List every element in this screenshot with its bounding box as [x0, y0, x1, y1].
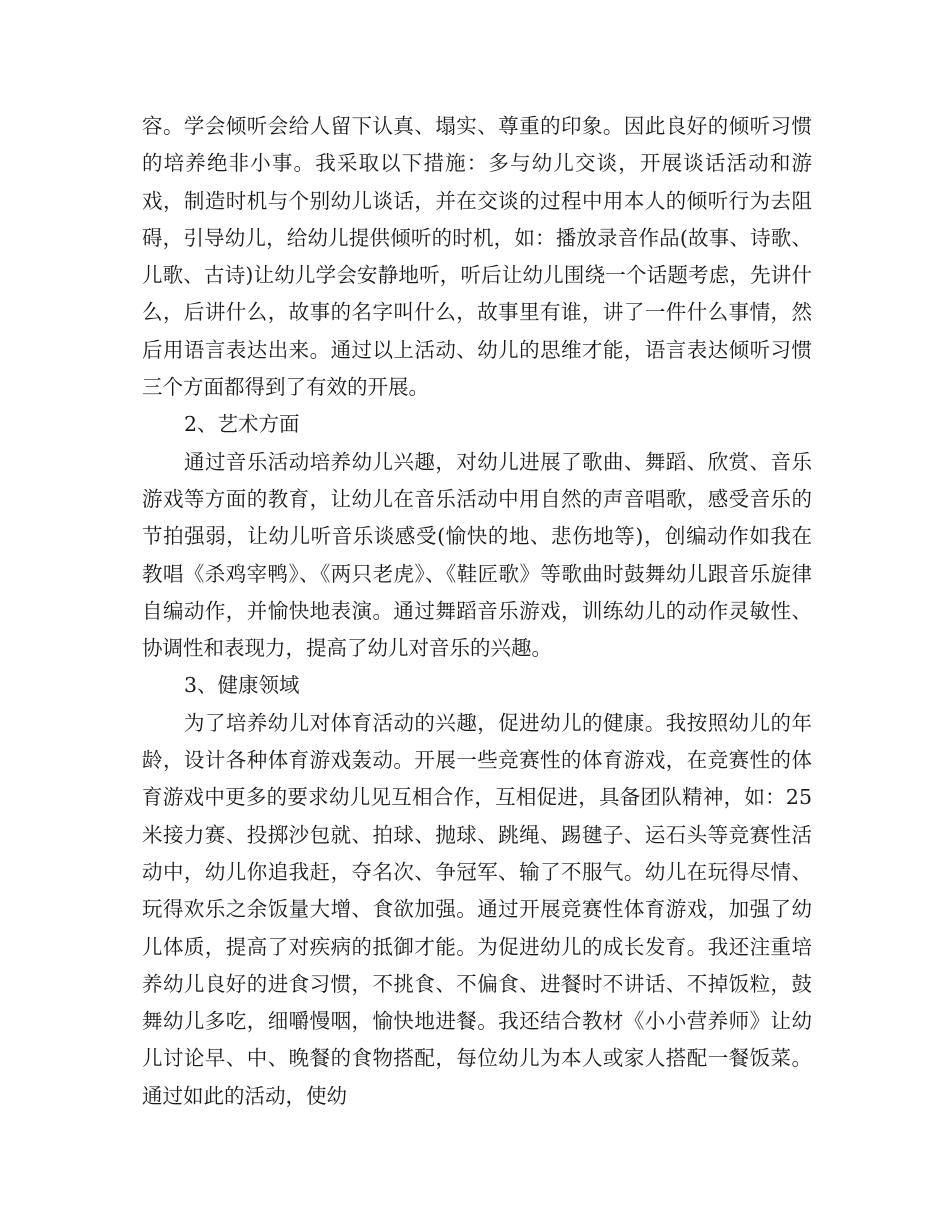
- section-heading-art: 2、艺术方面: [184, 412, 300, 437]
- document-body: [142, 108, 812, 1115]
- paragraph-health: 为了培养幼儿对体育活动的兴趣，促进幼儿的健康。我按照幼儿的年龄，设计各种体育游戏轰动。开展一些竞赛性的体育游戏，在竞赛性的体育游戏中更多的要求幼儿见互相合作，互相促进，具备团队精神，如：25米接力赛、投掷沙包就、拍球、抛球、跳绳、踢毽子、运石头等竞赛性活动中，幼儿你追我赶，夺名次、争冠军、输了不服气。幼儿在玩得尽情、玩得欢乐之余饭量大增、食欲加强。通过开展竞赛性体育游戏，加强了幼儿体质，提高了对疾病的抵御才能。为促进幼儿的成长发育。我还注重培养幼儿良好的进食习惯，不挑食、不偏食、进餐时不讲话、不掉饭粒，鼓舞幼儿多吃，细嚼慢咽，愉快地进餐。我还结合教材《小小营养师》让幼儿讨论早、中、晚餐的食物搭配，每位幼儿为本人或家人搭配一餐饭菜。通过如此的活动，使幼: [142, 710, 812, 1108]
- paragraph-art: 通过音乐活动培养幼儿兴趣，对幼儿进展了歌曲、舞蹈、欣赏、音乐游戏等方面的教育，让幼儿在音乐活动中用自然的声音唱歌，感受音乐的节拍强弱，让幼儿听音乐谈感受(愉快的地、悲伤地等)，创编动作如我在教唱《杀鸡宰鸭》、《两只老虎》、《鞋匠歌》等歌曲时鼓舞幼儿跟音乐旋律自编动作，并愉快地表演。通过舞蹈音乐游戏，训练幼儿的动作灵敏性、协调性和表现力，提高了幼儿对音乐的兴趣。: [142, 449, 812, 661]
- paragraph-language-habits: 容。学会倾听会给人留下认真、塌实、尊重的印象。因此良好的倾听习惯的培养绝非小事。我采取以下措施：多与幼儿交谈，开展谈话活动和游戏，制造时机与个别幼儿谈话，并在交谈的过程中用本人的倾听行为去阻碍，引导幼儿，给幼儿提供倾听的时机，如：播放录音作品(故事、诗歌、儿歌、古诗)让幼儿学会安静地听，听后让幼儿围绕一个话题考虑，先讲什么，后讲什么，故事的名字叫什么，故事里有谁，讲了一件什么事情，然后用语言表达出来。通过以上活动、幼儿的思维才能，语言表达倾听习惯三个方面都得到了有效的开展。: [142, 114, 812, 400]
- section-heading-health: 3、健康领域: [184, 673, 300, 698]
